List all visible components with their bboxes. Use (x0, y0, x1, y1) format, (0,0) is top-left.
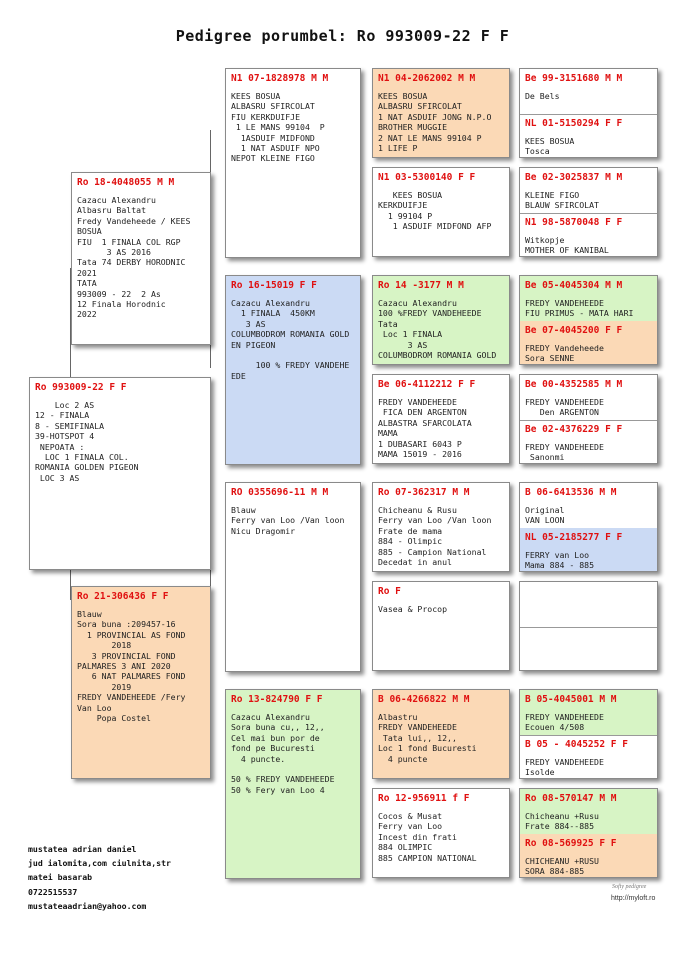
pigeon-card-gen4[interactable] (372, 167, 510, 257)
pigeon-card-gen5[interactable] (520, 69, 657, 114)
pigeon-notes: KEES BOSUA Tosca (525, 136, 575, 157)
pigeon-card-gen5[interactable] (520, 321, 657, 365)
pigeon-pair-gen5 (519, 68, 658, 158)
pigeon-card-gen5[interactable] (520, 627, 657, 671)
pigeon-notes: FREDY Vandeheede Sora SENNE (525, 343, 604, 364)
pigeon-pair-gen5 (519, 374, 658, 464)
pigeon-card-gen4[interactable] (372, 374, 510, 464)
ring-number: Ro 18-4048055 M M (77, 177, 175, 188)
pigeon-card-gen5[interactable] (520, 690, 657, 735)
pigeon-pair-gen5 (519, 275, 658, 365)
ring-number: N1 07-1828978 M M (231, 73, 329, 84)
ring-number: Be 05-4045304 M M (525, 280, 623, 291)
pigeon-notes: KEES BOSUA ALBASRU SFIRCOLAT FIU KERKDUIFJE 1 LE MANS 99104 P 1ASDUIF MIDFOND 1 NAT ASDUIF NPO NEPOT KLEINE FIGO (231, 91, 325, 164)
pigeon-card-gen3[interactable] (225, 68, 361, 258)
pigeon-card-mother[interactable] (71, 586, 211, 779)
pigeon-notes: Albastru FREDY VANDEHEEDE Tata lui,, 12,, Loc 1 fond Bucuresti 4 puncte (378, 712, 477, 764)
pigeon-notes: Witkopje MOTHER OF KANIBAL (525, 235, 609, 256)
pigeon-pair-gen5 (519, 167, 658, 257)
ring-number: N1 98-5870048 F F (525, 217, 623, 228)
pigeon-card-gen4[interactable] (372, 275, 510, 365)
pigeon-notes: KEES BOSUA KERKDUIFJE 1 99104 P 1 ASDUIF MIDFOND AFP (378, 190, 492, 232)
pigeon-notes: FREDY VANDEHEEDE FICA DEN ARGENTON ALBASTRA SFARCOLATA MAMA 1 DUBASARI 6043 P MAMA 15019 - 2016 (378, 397, 472, 460)
page-title: Pedigree porumbel: Ro 993009-22 F F (175, 27, 510, 45)
ring-number: B 06-4266822 M M (378, 694, 470, 705)
ring-number: N1 03-5300140 F F (378, 172, 476, 183)
pigeon-pair-gen5 (519, 581, 658, 671)
pigeon-notes: FREDY VANDEHEEDE Sanonmi (525, 442, 604, 463)
pigeon-card-gen5[interactable] (520, 276, 657, 321)
ring-number: NL 01-5150294 F F (525, 118, 623, 129)
pigeon-card-gen5[interactable] (520, 420, 657, 464)
pigeon-notes: Cazacu Alexandru Sora buna cu,, 12,, Cel mai bun por de fond pe Bucuresti 4 puncte. 50 % FREDY VANDEHEEDE 50 % Fery van Loo 4 (231, 712, 335, 795)
pigeon-card-gen5[interactable] (520, 528, 657, 572)
pigeon-notes: CHICHEANU +RUSU SORA 884-885 (525, 856, 599, 877)
pigeon-card-gen5[interactable] (520, 789, 657, 834)
ring-number: NL 05-2185277 F F (525, 532, 623, 543)
ring-number (520, 627, 657, 647)
ring-number: Be 07-4045200 F F (525, 325, 623, 336)
pigeon-notes: Cazacu Alexandru Albasru Baltat Fredy Vandeheede / KEES BOSUA FIU 1 FINALA COL RGP 3 AS 2016 Tata 74 DERBY HORODNIC 2021 TATA 993009 - 22 2 As 12 Finala Horodnic 2022 (77, 195, 191, 320)
ring-number: Ro 08-569925 F F (525, 838, 617, 849)
ring-number: Be 02-3025837 M M (525, 172, 623, 183)
pigeon-card-gen5[interactable] (520, 834, 657, 878)
ring-number: Ro 14 -3177 M M (378, 280, 464, 291)
ring-number: Be 06-4112212 F F (378, 379, 476, 390)
pigeon-notes: Loc 2 AS 12 - FINALA 8 - SEMIFINALA 39-HOTSPOT 4 NEPOATA : LOC 1 FINALA COL. ROMANIA GOLDEN PIGEON LOC 3 AS (35, 400, 139, 483)
pigeon-notes: FREDY VANDEHEEDE FIU PRIMUS - MATA HARI (525, 298, 634, 319)
pigeon-notes: Blauw Sora buna :209457-16 1 PROVINCIAL AS FOND 2018 3 PROVINCIAL FOND PALMARES 3 ANI 2020 6 NAT PALMARES FOND 2019 FREDY VANDEHEEDE /Fery Van Loo Popa Costel (77, 609, 186, 724)
pigeon-pair-gen5 (519, 482, 658, 572)
pigeon-card-gen5[interactable] (520, 735, 657, 779)
ring-number: Ro 21-306436 F F (77, 591, 169, 602)
pigeon-notes: Cocos & Musat Ferry van Loo Incest din frati 884 OLIMPIC 885 CAMPION NATIONAL (378, 811, 477, 863)
pigeon-notes: Blauw Ferry van Loo /Van loon Nicu Dragomir (231, 505, 345, 536)
ring-number: B 06-6413536 M M (525, 487, 617, 498)
ring-number: Ro 13-824790 F F (231, 694, 323, 705)
ring-number: N1 04-2062002 M M (378, 73, 476, 84)
pigeon-card-gen4[interactable] (372, 788, 510, 878)
ring-number: Ro 12-956911 f F (378, 793, 470, 804)
pigeon-card-gen4[interactable] (372, 581, 510, 671)
pigeon-notes: Chicheanu +Rusu Frate 884--885 (525, 811, 599, 832)
pigeon-notes: KEES BOSUA ALBASRU SFIRCOLAT 1 NAT ASDUIF JONG N.P.O BROTHER MUGGIE 2 NAT LE MANS 99104 P 1 LIFE P (378, 91, 492, 154)
ring-number: Ro 08-570147 M M (525, 793, 617, 804)
pigeon-card-gen5[interactable] (520, 114, 657, 158)
pigeon-notes: Chicheanu & Rusu Ferry van Loo /Van loon Frate de mama 884 - Olimpic 885 - Campion National Decedat in anul (378, 505, 492, 568)
ring-number: B 05 - 4045252 F F (525, 739, 628, 750)
pigeon-notes: Cazacu Alexandru 100 %FREDY VANDEHEEDE Tata Loc 1 FINALA 3 AS COLUMBODROM ROMANIA GOLD (378, 298, 497, 361)
pigeon-notes: KLEINE FIGO BLAUW SFIRCOLAT (525, 190, 599, 211)
ring-number (520, 582, 657, 602)
pigeon-card-gen4[interactable] (372, 482, 510, 572)
pigeon-card-gen5[interactable] (520, 375, 657, 420)
pigeon-card-gen5[interactable] (520, 582, 657, 627)
pigeon-notes: Cazacu Alexandru 1 FINALA 450KM 3 AS COLUMBODROM ROMANIA GOLD EN PIGEON 100 % FREDY VANDEHE EDE (231, 298, 350, 381)
pigeon-card-gen3[interactable] (225, 275, 361, 465)
pigeon-notes: De Bels (525, 91, 560, 101)
pigeon-notes: FREDY VANDEHEEDE Isolde (525, 757, 604, 778)
owner-contact: mustatea adrian daniel jud ialomita,com ciulnita,str matei basarab 0722515537 mustateaadrian@yahoo.com (28, 844, 171, 911)
pigeon-notes: Vasea & Procop (378, 604, 448, 614)
pigeon-pair-gen5 (519, 689, 658, 779)
ring-number: Be 02-4376229 F F (525, 424, 623, 435)
signature: Softy pedigree (612, 884, 647, 890)
pigeon-card-subject[interactable] (29, 377, 211, 570)
pigeon-notes (520, 602, 657, 604)
pigeon-card-gen5[interactable] (520, 168, 657, 213)
ring-number: Ro F (378, 586, 401, 597)
site-link[interactable]: http://myloft.ro (611, 895, 656, 902)
pigeon-card-gen5[interactable] (520, 483, 657, 528)
pigeon-notes: FREDY VANDEHEEDE Ecouen 4/508 (525, 712, 604, 733)
pigeon-card-gen4[interactable] (372, 689, 510, 779)
pigeon-card-gen3[interactable] (225, 689, 361, 879)
ring-number: RO 0355696-11 M M (231, 487, 329, 498)
ring-number: Be 00-4352585 M M (525, 379, 623, 390)
ring-number: Be 99-3151680 M M (525, 73, 623, 84)
pigeon-card-gen5[interactable] (520, 213, 657, 257)
ring-number: Ro 07-362317 M M (378, 487, 470, 498)
pigeon-notes: FREDY VANDEHEEDE Den ARGENTON (525, 397, 604, 418)
pigeon-pair-gen5 (519, 788, 658, 878)
pigeon-card-gen4[interactable] (372, 68, 510, 158)
pigeon-notes: FERRY van Loo Mama 884 - 885 (525, 550, 595, 571)
pigeon-notes (520, 647, 657, 649)
ring-number: Ro 993009-22 F F (35, 382, 127, 393)
pigeon-card-father[interactable] (71, 172, 211, 345)
pigeon-card-gen3[interactable] (225, 482, 361, 672)
ring-number: B 05-4045001 M M (525, 694, 617, 705)
pigeon-notes: Original VAN LOON (525, 505, 565, 526)
ring-number: Ro 16-15019 F F (231, 280, 317, 291)
